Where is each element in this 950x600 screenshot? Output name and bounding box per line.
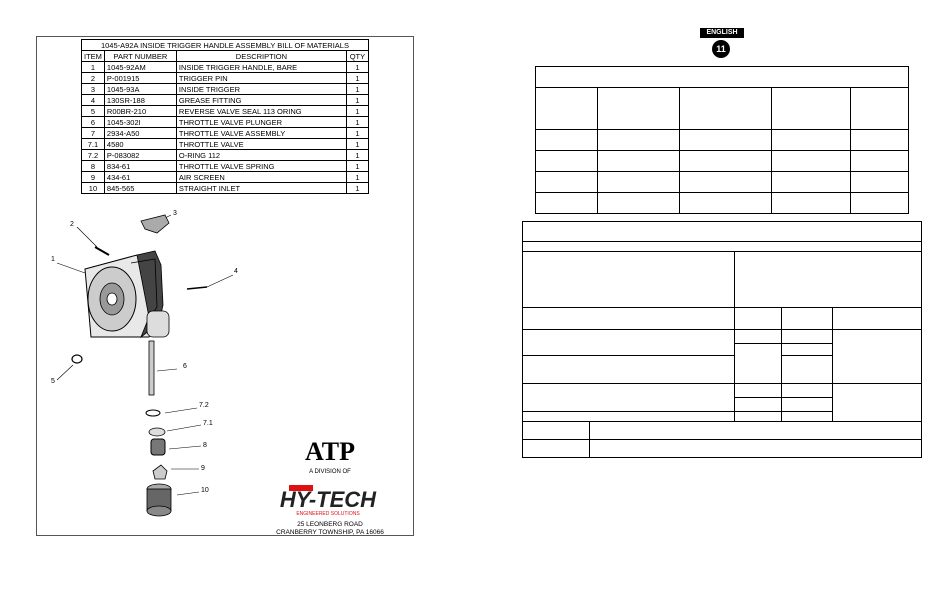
throttle-valve bbox=[149, 428, 165, 436]
trigger-pin bbox=[95, 247, 109, 255]
bom-item: 10 bbox=[82, 183, 105, 194]
spec-table-bottom-header bbox=[523, 222, 922, 242]
bom-qty: 1 bbox=[346, 73, 368, 84]
table-row bbox=[536, 130, 909, 151]
spec-table-top bbox=[535, 66, 909, 214]
table-row bbox=[536, 172, 909, 193]
division-text: A DIVISION OF bbox=[309, 469, 351, 475]
bom-item: 6 bbox=[82, 117, 105, 128]
air-screen bbox=[153, 465, 167, 479]
straight-inlet bbox=[147, 484, 171, 516]
bom-desc: INSIDE TRIGGER bbox=[176, 84, 346, 95]
bom-qty: 1 bbox=[346, 172, 368, 183]
bom-header-part: PART NUMBER bbox=[104, 51, 176, 62]
atp-logo: ATP bbox=[304, 437, 356, 466]
page-number-icon: 11 bbox=[712, 40, 730, 58]
bom-header-qty: QTY bbox=[346, 51, 368, 62]
bom-qty: 1 bbox=[346, 128, 368, 139]
bom-part: R00BR-210 bbox=[104, 106, 176, 117]
bom-part: 1045-302I bbox=[104, 117, 176, 128]
bom-desc: O-RING 112 bbox=[176, 150, 346, 161]
language-badge: ENGLISH bbox=[700, 28, 744, 38]
hy-tech-logo bbox=[267, 483, 389, 517]
bom-part: 4580 bbox=[104, 139, 176, 150]
callout-7-1: 7.1 bbox=[203, 420, 213, 427]
bom-item: 3 bbox=[82, 84, 105, 95]
bom-desc: THROTTLE VALVE SPRING bbox=[176, 161, 346, 172]
bom-item: 1 bbox=[82, 62, 105, 73]
bom-desc: AIR SCREEN bbox=[176, 172, 346, 183]
grease-fitting bbox=[187, 287, 207, 289]
reverse-valve-seal bbox=[72, 355, 82, 363]
inside-trigger bbox=[141, 215, 169, 233]
throttle-valve-plunger bbox=[149, 341, 154, 395]
bom-header-item: ITEM bbox=[82, 51, 105, 62]
callout-7-2: 7.2 bbox=[199, 402, 209, 409]
callout-2: 2 bbox=[70, 221, 74, 228]
bom-qty: 1 bbox=[346, 183, 368, 194]
bom-desc: STRAIGHT INLET bbox=[176, 183, 346, 194]
bom-item: 9 bbox=[82, 172, 105, 183]
callout-10: 10 bbox=[201, 487, 209, 494]
bom-part: P-001915 bbox=[104, 73, 176, 84]
bom-item: 5 bbox=[82, 106, 105, 117]
bom-desc: THROTTLE VALVE PLUNGER bbox=[176, 117, 346, 128]
throttle-valve-spring bbox=[151, 439, 165, 455]
table-row bbox=[523, 422, 922, 440]
bom-part: 845-565 bbox=[104, 183, 176, 194]
bom-part: 2934-A50 bbox=[104, 128, 176, 139]
bom-item: 4 bbox=[82, 95, 105, 106]
spec-table-top-header bbox=[536, 67, 909, 88]
bom-part: 1045-92AM bbox=[104, 62, 176, 73]
table-row bbox=[536, 151, 909, 172]
callout-8: 8 bbox=[203, 442, 207, 449]
table-row bbox=[523, 308, 922, 330]
table-row bbox=[523, 384, 922, 398]
hy-tech-tagline: ENGINEERED SOLUTIONS bbox=[296, 511, 360, 517]
bom-desc: THROTTLE VALVE bbox=[176, 139, 346, 150]
callout-4: 4 bbox=[234, 268, 238, 275]
address-line-1: 25 LEONBERG ROAD bbox=[297, 521, 363, 528]
table-row bbox=[536, 193, 909, 214]
bom-qty: 1 bbox=[346, 95, 368, 106]
bom-desc: THROTTLE VALVE ASSEMBLY bbox=[176, 128, 346, 139]
bom-item: 7.1 bbox=[82, 139, 105, 150]
bom-part: 1045-93A bbox=[104, 84, 176, 95]
bom-item: 7.2 bbox=[82, 150, 105, 161]
callout-6: 6 bbox=[183, 363, 187, 370]
bom-qty: 1 bbox=[346, 117, 368, 128]
bom-desc: INSIDE TRIGGER HANDLE, BARE bbox=[176, 62, 346, 73]
table-row bbox=[523, 440, 922, 458]
bom-part: 434-61 bbox=[104, 172, 176, 183]
bom-item: 7 bbox=[82, 128, 105, 139]
callout-1: 1 bbox=[51, 256, 55, 263]
bom-desc: TRIGGER PIN bbox=[176, 73, 346, 84]
bom-part: P-083082 bbox=[104, 150, 176, 161]
bom-desc: REVERSE VALVE SEAL 113 ORING bbox=[176, 106, 346, 117]
bom-desc: GREASE FITTING bbox=[176, 95, 346, 106]
callout-5: 5 bbox=[51, 378, 55, 385]
bom-item: 8 bbox=[82, 161, 105, 172]
spec-table-bottom bbox=[522, 221, 922, 458]
bom-qty: 1 bbox=[346, 106, 368, 117]
parts-sheet-page bbox=[36, 36, 414, 536]
bom-part: 130SR-188 bbox=[104, 95, 176, 106]
bom-title: 1045-A92A INSIDE TRIGGER HANDLE ASSEMBLY BILL OF MATERIALS bbox=[82, 40, 369, 51]
bom-qty: 1 bbox=[346, 161, 368, 172]
o-ring-112 bbox=[146, 410, 160, 416]
bom-item: 2 bbox=[82, 73, 105, 84]
bom-header-description: DESCRIPTION bbox=[176, 51, 346, 62]
table-row bbox=[523, 330, 922, 344]
bom-part: 834-61 bbox=[104, 161, 176, 172]
bom-qty: 1 bbox=[346, 150, 368, 161]
address-line-2: CRANBERRY TOWNSHIP, PA 16066 bbox=[276, 529, 384, 536]
bom-qty: 1 bbox=[346, 139, 368, 150]
bom-qty: 1 bbox=[346, 62, 368, 73]
bom-qty: 1 bbox=[346, 84, 368, 95]
callout-3: 3 bbox=[173, 210, 177, 217]
hy-tech-brand: HY-TECH bbox=[279, 487, 377, 512]
callout-9: 9 bbox=[201, 465, 205, 472]
